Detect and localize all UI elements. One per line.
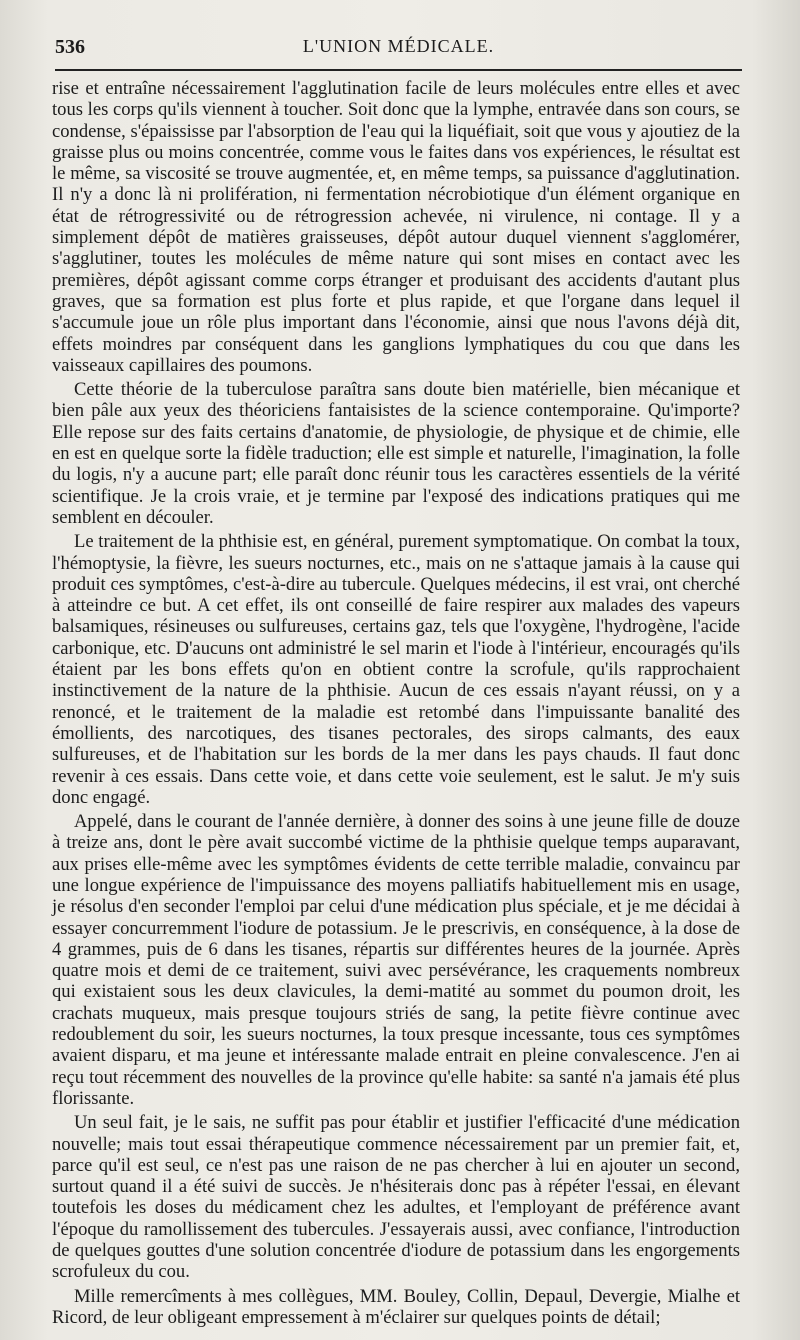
- page-number: 536: [55, 36, 85, 58]
- paragraph: Cette théorie de la tuberculose paraîtra sans doute bien matérielle, bien mécanique et bien pâle aux yeux des théoriciens fantaisistes de la science contemporaine. Qu'importe? Elle repose sur des faits certains d'anatomie, de physiologie, de physique et de chimie, elle en est en quelque sorte la fidèle traduction; elle est simple et naturelle, l'imagination, la folle du logis, n'y a aucune part; elle paraît donc réunir tous les caractères essentiels de la vérité scientifique. Je la crois vraie, et je termine par l'exposé des indications pratiques qui me semblent en découler.: [52, 379, 740, 528]
- paragraph: Le traitement de la phthisie est, en général, purement symptomatique. On combat la toux, l'hémoptysie, la fièvre, les sueurs nocturnes, etc., mais on ne s'attaque jamais à la cause qui produit ces symptômes, c'est-à-dire au tubercule. Quelques médecins, il est vrai, ont cherché à atteindre ce but. A cet effet, ils ont conseillé de faire respirer aux malades des vapeurs balsamiques, résineuses ou sulfureuses, certains gaz, tels que l'oxygène, l'hydrogène, l'acide carbonique, etc. D'aucuns ont administré le sel marin et l'iode à l'intérieur, encouragés qu'ils étaient par les bons effets qu'on en obtient contre la scrofule, qu'ils rapprochaient instinctivement de la nature de la phthisie. Aucun de ces essais n'ayant réussi, on y a renoncé, et le traitement de la maladie est retombé dans l'impuissante banalité des émollients, des narcotiques, des tisanes pectorales, des sirops calmants, des eaux sulfureuses, et de l'habitation sur les bords de la mer dans les pays chauds. Il faut donc revenir à ces essais. Dans cette voie, et dans cette voie seulement, est le salut. Je m'y suis donc engagé.: [52, 531, 740, 808]
- paragraph: Appelé, dans le courant de l'année dernière, à donner des soins à une jeune fille de douze à treize ans, dont le père avait succombé victime de la phthisie quelque temps auparavant, aux prises elle-même avec les symptômes évidents de cette terrible maladie, convaincu par une longue expérience de l'impuissance des moyens palliatifs habituellement mis en usage, je résolus d'en seconder l'emploi par celui d'une médication plus spéciale, et je me décidai à essayer concurremment l'iodure de potassium. Je le prescrivis, en conséquence, à la dose de 4 grammes, puis de 6 dans les tisanes, répartis sur différentes heures de la journée. Après quatre mois et demi de ce traitement, suivi avec persévérance, les craquements nombreux qui existaient sous les deux clavicules, la demi-matité au sommet du poumon droit, les crachats muqueux, mais presque toujours striés de sang, la petite fièvre continue avec redoublement du soir, les sueurs nocturnes, la toux presque incessante, tous ces symptômes avaient disparu, et ma jeune et intéressante malade entrait en pleine convalescence. J'en ai reçu tout récemment des nouvelles de la province qu'elle habite: sa santé n'a jamais été plus florissante.: [52, 811, 740, 1109]
- page-header: [55, 34, 742, 62]
- header-rule: [55, 69, 742, 71]
- running-head: L'UNION MÉDICALE.: [302, 36, 495, 56]
- paragraph: Un seul fait, je le sais, ne suffit pas pour établir et justifier l'efficacité d'une médication nouvelle; mais tout essai thérapeutique commence nécessairement par un premier fait, et, parce qu'il est seul, ce n'est pas une raison de ne pas chercher à lui en ajouter un second, surtout quand il a été suivi de succès. Je n'hésiterais donc pas à répéter l'essai, en élevant toutefois les doses du médicament chez les adultes, et l'employant de préférence avant l'époque du ramollissement des tubercules. J'essayerais aussi, avec confiance, l'introduction de quelques gouttes d'une solution concentrée d'iodure de potassium dans les engorgements scrofuleux du cou.: [52, 1112, 740, 1283]
- paragraph: rise et entraîne nécessairement l'agglutination facile de leurs molécules entre elles et avec tous les corps qu'ils viennent à toucher. Soit donc que la lymphe, entravée dans son cours, se condense, s'épaississe par l'absorption de l'eau qui la liquéfiait, soit que vous y ajoutiez de la graisse plus ou moins concentrée, comme vous le faites dans vos expériences, le résultat est le même, sa viscosité se trouve augmentée, et, en même temps, sa puissance d'agglutination. Il n'y a donc là ni prolifération, ni fermentation nécrobiotique d'un élément organique en état de rétrogressivité ou de rétrogression achevée, ni virulence, ni contage. Il y a simplement dépôt de matières graisseuses, dépôt autour duquel viennent s'agglomérer, s'agglutiner, toutes les molécules de même nature qui sont mises en contact avec les premières, dépôt agissant comme corps étranger et produisant des accidents d'autant plus graves, que sa formation est plus forte et plus rapide, et que l'organe dans lequel il s'accumule joue un rôle plus important dans l'économie, ainsi que nous l'avons déjà dit, effets moindres par conséquent dans les ganglions lymphatiques du cou que dans les vaisseaux capillaires des poumons.: [52, 78, 740, 376]
- paragraph: Mille remercîments à mes collègues, MM. Bouley, Collin, Depaul, Devergie, Mialhe et Ricord, de leur obligeant empressement à m'éclairer sur quelques points de détail;: [52, 1285, 740, 1328]
- article-body: [52, 78, 740, 1328]
